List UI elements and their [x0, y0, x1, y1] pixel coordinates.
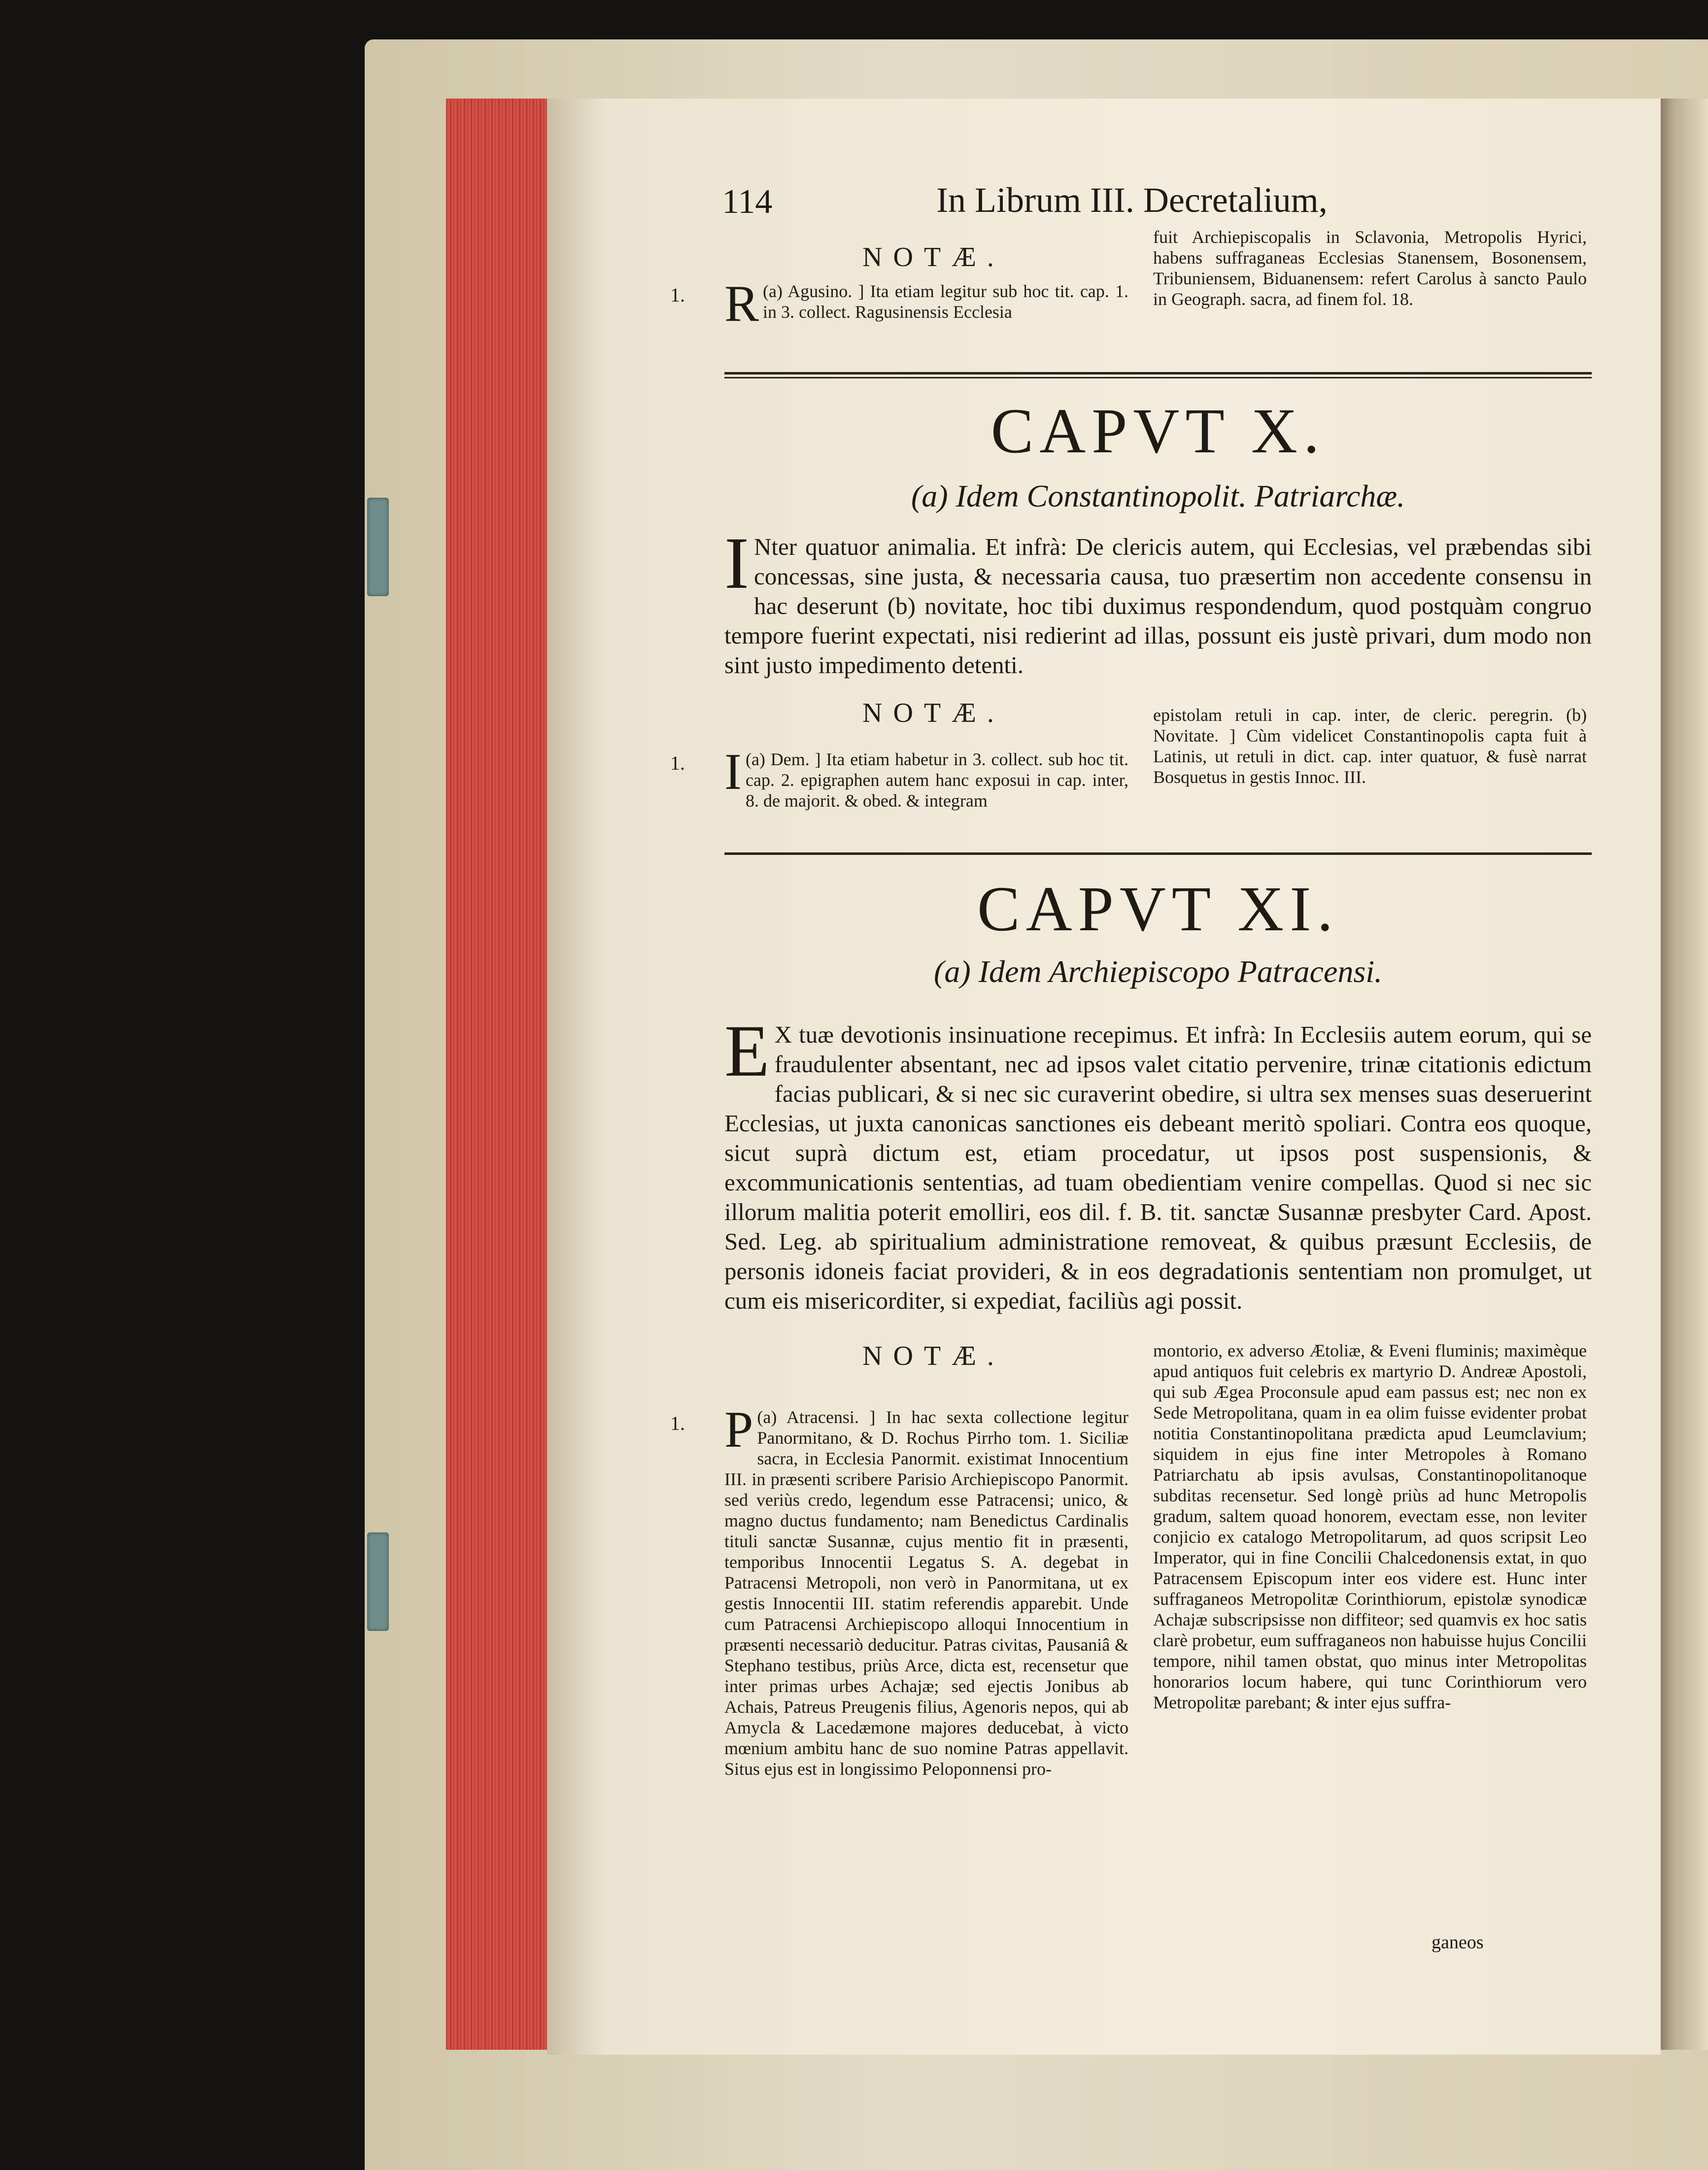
running-title: In Librum III. Decretalium, — [936, 180, 1328, 220]
note-x-left — [724, 743, 1128, 811]
chapter-xi-title: CAPVT XI. — [977, 874, 1339, 945]
dropcap-r: R — [724, 274, 759, 332]
note-top-right: fuit Archiepiscopalis in Sclavonia, Metropolis Hyrici, habens suffraganeas Ecclesias Stanensem, Bosonensem, Tribuniensem, Biduanensem: refert Carolus à sancto Paulo in Geograph. sacra, ad finem fol. 18. — [1153, 227, 1587, 309]
note-top-left-text: (a) Agusino. ] Ita etiam legitur sub hoc tit. cap. 1. in 3. collect. Ragusinensis Ecclesia — [763, 281, 1128, 322]
note-xi-right: montorio, ex adverso Ætoliæ, & Eveni fluminis; maximèque apud antiquos fuit celebris ex martyrio D. Andreæ Apostoli, qui sub Ægea Proconsule apud eam passus est; nec non ex Sede Metropolitana, quam in ea olim fuisse evidenter probat notitia Constantinopolitana prædicta apud Leumclavium; siquidem in ejus fine inter Metropoles à Romano Patriarchatu ab ipsis avulsas, Constantinopolitanoque subditas recensetur. Sed longè priùs ad hunc Metropolis gradum, saltem quoad honorem, evectam esse, non leviter conjicio ex catalogo Metropolitarum, ad quos scripsit Leo Imperator, qui in fine Concilii Chalcedonensis extat, in quo Patracensem Episcopum inter eos videre est. Hunc inter suffraganeos Metropolitæ Corinthiorum, epistolæ synodicæ Achajæ subscripsisse non diffiteor; sed quamvis ex hoc satis clarè probetur, eum suffraganeos non habuisse hujus Concilii tempore, nihil tamen obstat, quo minus inter Metropolitas honorarios locum habere, qui tunc Corinthiorum vero Metropolitæ parebant; & inter ejus suffra- — [1153, 1341, 1587, 1712]
margin-number-top: 1. — [670, 284, 685, 306]
chapter-x-text — [724, 522, 1592, 680]
note-x-left-text: (a) Dem. ] Ita etiam habetur in 3. collect. sub hoc tit. cap. 2. epigraphen autem hanc exposui in cap. inter, 8. de majorit. & obed. & integram — [745, 749, 1128, 811]
note-top-left — [724, 274, 1128, 332]
note-x-right: epistolam retuli in cap. inter, de cleric. peregrin. (b) Novitate. ] Cùm videlicet Constantinopolis capta fuit à Latinis, ut retuli in dict. cap. inter quatuor, & fusè narrat Bosquetus in gestis Innoc. III. — [1153, 705, 1587, 787]
rule-top — [724, 372, 1592, 374]
chapter-x-subtitle: (a) Idem Constantinopolit. Patriarchæ. — [911, 478, 1405, 513]
dropcap-e: E — [724, 1010, 770, 1092]
dropcap-p: P — [724, 1400, 753, 1458]
dropcap-i-note: I — [724, 743, 742, 800]
book-page — [547, 99, 1661, 2055]
rule-middle — [724, 852, 1592, 855]
rule-top-2 — [724, 377, 1592, 378]
notae-heading-xi: NOTÆ. — [862, 1341, 1005, 1371]
catchword: ganeos — [1432, 1932, 1484, 1953]
chapter-x-title: CAPVT X. — [991, 396, 1326, 467]
note-xi-left-text: (a) Atracensi. ] In hac sexta collectione legitur Panormitano, & D. Rochus Pirrho tom. 1. Siciliæ sacra, in Ecclesia Panormit. existimat Innocentium III. in præsenti scribere Parisio Archiepiscopo Panormit. sed veriùs credo, legendum esse Patracensi; unico, & magno ductus fundamento; nam Benedictus Cardinalis tituli sanctæ Susannæ, cujus mentio fit in præsenti, temporibus Innocentii Legatus S. A. degebat in Patracensi Metropoli, non verò in Panormitana, ut ex gestis Innocentii III. statim referendis apparebit. Unde cum Patracensi Archiepiscopo alloqui Innocentium in præsenti necessariò deducitur. Patras civitas, Pausaniâ & Stephano testibus, priùs Arce, dicta est, recensetur que inter primas urbes Achajæ; sed ejectis Jonibus ab Achais, Patreus Preugenis filius, Agenoris nepos, qui ab Amycla & Lacedæmone majores deducebat, à victo mœnium ambitu hanc de suo nomine Patras appellavit. Situs ejus est in longissimo Peloponnensi pro- — [724, 1407, 1128, 1779]
chapter-xi-body: X tuæ devotionis insinuatione recepimus. Et infrà: In Ecclesiis autem eorum, qui se fraudulenter absentant, nec ad ipsos valet citatio pervenire, trinæ citationis edictum facias publicari, & si nec sic curaverint obedire, si ultra sex menses suas deseruerint Ecclesias, ut juxta canonicas sanctiones eis debeant meritò spoliari. Contra eos quoque, sicut suprà dictum est, etiam procedatur, ut ipsos post suspensionis, & excommunicationis sententias, ad tuam obedientiam venire compellas. Quod si nec sic illorum malitia poterit emolliri, eos dil. f. B. tit. sanctæ Susannæ presbyter Card. Apost. Sed. Leg. ab spiritualium administratione removeat, & quibus præsunt Ecclesiis, de personis idoneis faciat provideri, & in eos degradationis sententiam non promulget, ut cum eis misericorditer, si expediat, faciliùs agi possit. — [724, 1021, 1592, 1314]
margin-number-x: 1. — [670, 752, 685, 774]
page-number: 114 — [722, 183, 773, 221]
red-page-edges — [446, 99, 564, 2050]
clasp-bottom — [367, 1532, 389, 1631]
notae-heading-x: NOTÆ. — [862, 698, 1005, 728]
chapter-xi-subtitle: (a) Idem Archiepiscopo Patracensi. — [934, 954, 1382, 989]
clasp-top — [367, 498, 389, 596]
dropcap-i: I — [724, 522, 749, 604]
chapter-x-body: Nter quatuor animalia. Et infrà: De clericis autem, qui Ecclesias, vel præbendas sibi concessas, sine justa, & necessaria causa, tuo præsertim non accedente consensu in hac deserunt (b) novitate, hoc tibi duximus respondendum, quod postquàm congruo tempore fuerint expectati, nisi redierint ad illas, possunt eis justè privari, dum modo non sint justo impedimento detenti. — [724, 533, 1592, 678]
chapter-xi-text — [724, 1010, 1592, 1316]
notae-heading-top: NOTÆ. — [862, 242, 1005, 272]
margin-number-xi: 1. — [670, 1412, 685, 1434]
note-xi-left — [724, 1400, 1128, 1779]
